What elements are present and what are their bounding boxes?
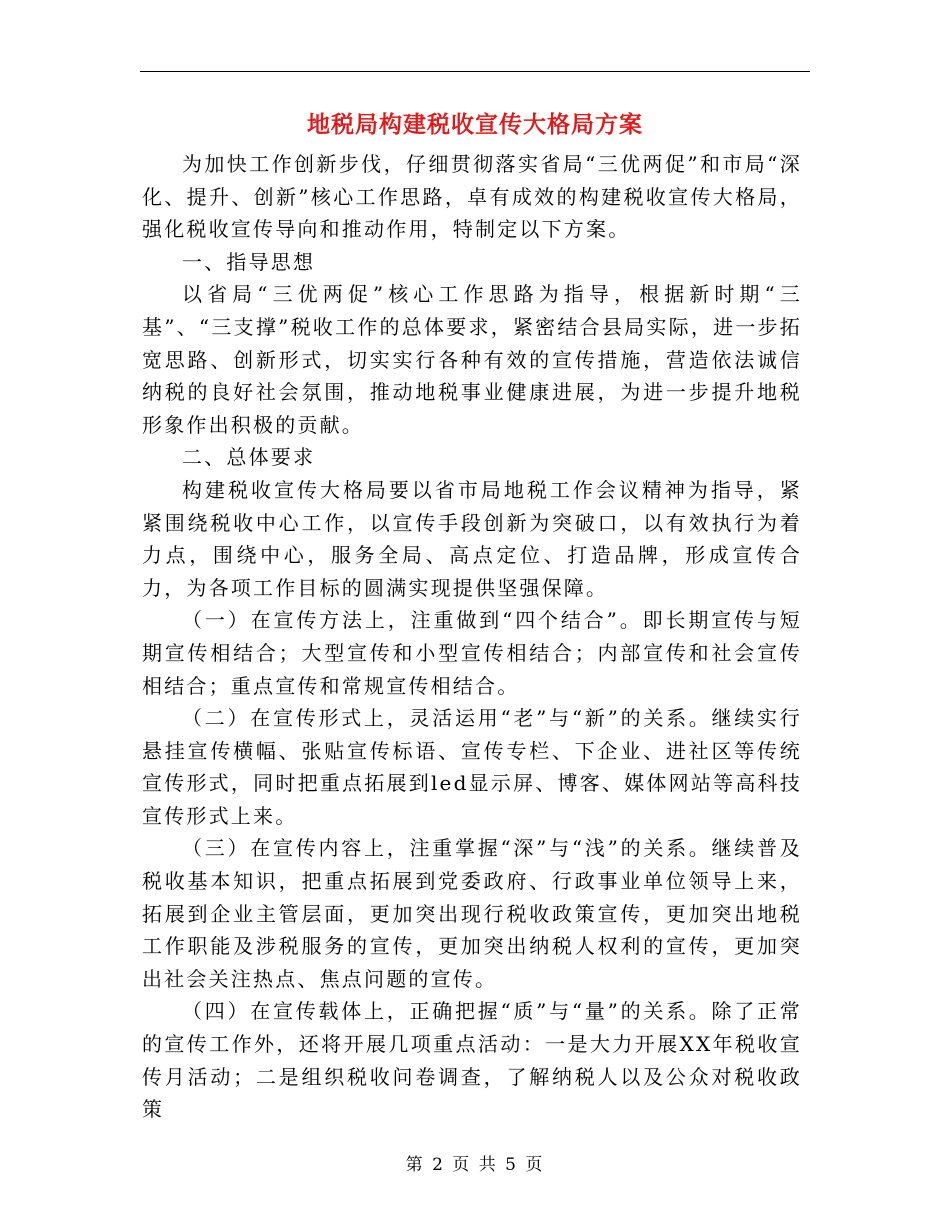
paragraph-item-1-methods: （一）在宣传方法上，注重做到“四个结合”。即长期宣传与短期宣传相结合；大型宣传和小型宣传相结合；内部宣传和社会宣传相结合；重点宣传和常规宣传相结合。: [142, 608, 802, 698]
paragraph-guiding-ideology: 以省局“三优两促”核心工作思路为指导，根据新时期“三基”、“三支撑”税收工作的总体要求，紧密结合县局实际，进一步拓宽思路、创新形式，切实实行各种有效的宣传措施，营造依法诚信纳税的良好社会氛围，推动地税事业健康进展，为进一步提升地税形象作出积极的贡献。: [142, 282, 802, 437]
document-body: [142, 148, 802, 1126]
page-number: 第 2 页 共 5 页: [405, 1155, 545, 1175]
header-rule: [140, 71, 810, 72]
paragraph-item-3-content: （三）在宣传内容上，注重掌握“深”与“浅”的关系。继续普及税收基本知识，把重点拓展到党委政府、行政事业单位领导上来，拓展到企业主管层面，更加突出现行税收政策宣传，更加突出地税工作职能及涉税服务的宣传，更加突出纳税人权利的宣传，更加突出社会关注热点、焦点问题的宣传。: [142, 836, 802, 991]
section-heading-general-requirements: 二、总体要求: [182, 445, 316, 470]
section-heading-guiding-ideology: 一、指导思想: [182, 249, 316, 274]
paragraph-item-2-forms: （二）在宣传形式上，灵活运用“老”与“新”的关系。继续实行悬挂宣传横幅、张贴宣传标语、宣传专栏、下企业、进社区等传统宣传形式，同时把重点拓展到led显示屏、博客、媒体网站等高科技宣传形式上来。: [142, 706, 802, 828]
paragraph-intro: 为加快工作创新步伐，仔细贯彻落实省局“三优两促”和市局“深化、提升、创新”核心工作思路，卓有成效的构建税收宣传大格局，强化税收宣传导向和推动作用，特制定以下方案。: [142, 152, 802, 242]
paragraph-item-4-carriers: （四）在宣传载体上，正确把握“质”与“量”的关系。除了正常的宣传工作外，还将开展几项重点活动：一是大力开展XX年税收宣传月活动；二是组织税收问卷调查，了解纳税人以及公众对税收政策: [142, 999, 802, 1122]
document-title: 地税局构建税收宣传大格局方案: [307, 112, 643, 138]
paragraph-general-requirements: 构建税收宣传大格局要以省市局地税工作会议精神为指导，紧紧围绕税收中心工作，以宣传手段创新为突破口，以有效执行为着力点，围绕中心，服务全局、高点定位、打造品牌，形成宣传合力，为各项工作目标的圆满实现提供坚强保障。: [142, 477, 802, 600]
